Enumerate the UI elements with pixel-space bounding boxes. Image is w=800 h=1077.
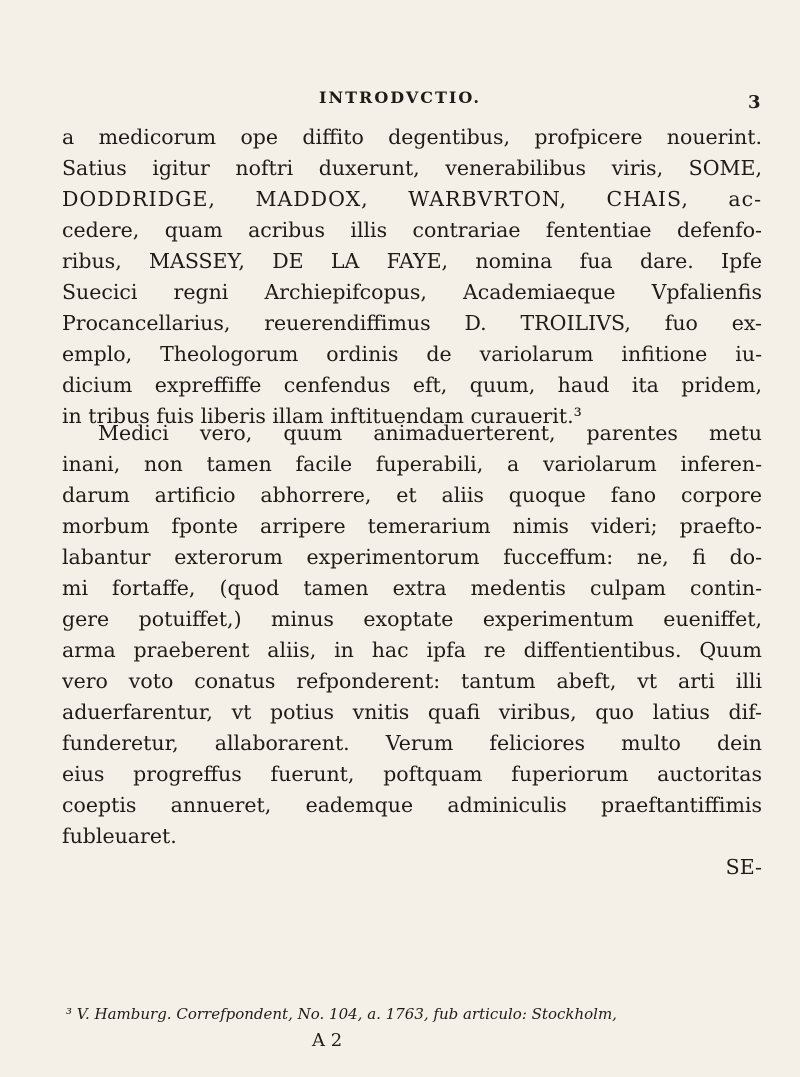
text-line: darum artificio abhorrere, et aliis quoque fano corpore	[62, 483, 762, 507]
running-head: INTRODVCTIO.	[319, 88, 481, 107]
text-line: DODDRIDGE, MADDOX, WARBVRTON, CHAIS, ac-	[62, 187, 762, 211]
text-line: aduerfarentur, vt potius vnitis quafi viribus, quo latius dif-	[62, 700, 762, 724]
text-line: dicium expreffiffe cenfendus eft, quum, haud ita pridem,	[62, 373, 762, 397]
text-line: in tribus fuis liberis illam inftituendam curauerit.³	[62, 404, 582, 428]
text-line: a medicorum ope diffito degentibus, profpicere nouerint.	[62, 125, 762, 149]
text-line: eius progreffus fuerunt, poftquam fuperiorum auctoritas	[62, 762, 762, 786]
text-line: cedere, quam acribus illis contrariae fententiae defenfo-	[62, 218, 762, 242]
text-line: funderetur, allaborarent. Verum feliciores multo dein	[62, 731, 762, 755]
text-line: gere potuiffet,) minus exoptate experimentum eueniffet,	[62, 607, 762, 631]
text-line: fubleuaret.	[62, 824, 177, 848]
text-line: arma praeberent aliis, in hac ipfa re diffentientibus. Quum	[62, 638, 762, 662]
text-line: Satius igitur noftri duxerunt, venerabilibus viris, SOME,	[62, 156, 762, 180]
text-line: ribus, MASSEY, DE LA FAYE, nomina fua dare. Ipfe	[62, 249, 762, 273]
text-line: labantur exterorum experimentorum fucceffum: ne, fi do-	[62, 545, 762, 569]
text-line: mi fortaffe, (quod tamen extra medentis culpam contin-	[62, 576, 762, 600]
text-line: morbum fponte arripere temerarium nimis videri; praefto-	[62, 514, 762, 538]
text-line: inani, non tamen facile fuperabili, a variolarum inferen-	[62, 452, 762, 476]
text-line: emplo, Theologorum ordinis de variolarum infitione iu-	[62, 342, 762, 366]
text-line: coeptis annueret, eademque adminiculis praeftantiffimis	[62, 793, 762, 817]
text-line: vero voto conatus refponderent: tantum abeft, vt arti illi	[62, 669, 762, 693]
catchword: SE-	[725, 855, 762, 879]
footnote: ³ V. Hamburg. Correfpondent, No. 104, a. 1763, fub articulo: Stockholm,	[66, 1005, 617, 1023]
text-line: Procancellarius, reuerendiffimus D. TROILIVS, fuo ex-	[62, 311, 762, 335]
text-line: Medici vero, quum animaduerterent, parentes metu	[98, 421, 762, 445]
text-line: Suecici regni Archiepifcopus, Academiaeque Vpfalienfis	[62, 280, 762, 304]
paragraph-1	[62, 122, 762, 432]
signature-mark: A 2	[312, 1030, 343, 1051]
paragraph-2	[62, 418, 762, 883]
page-number: 3	[748, 92, 761, 113]
